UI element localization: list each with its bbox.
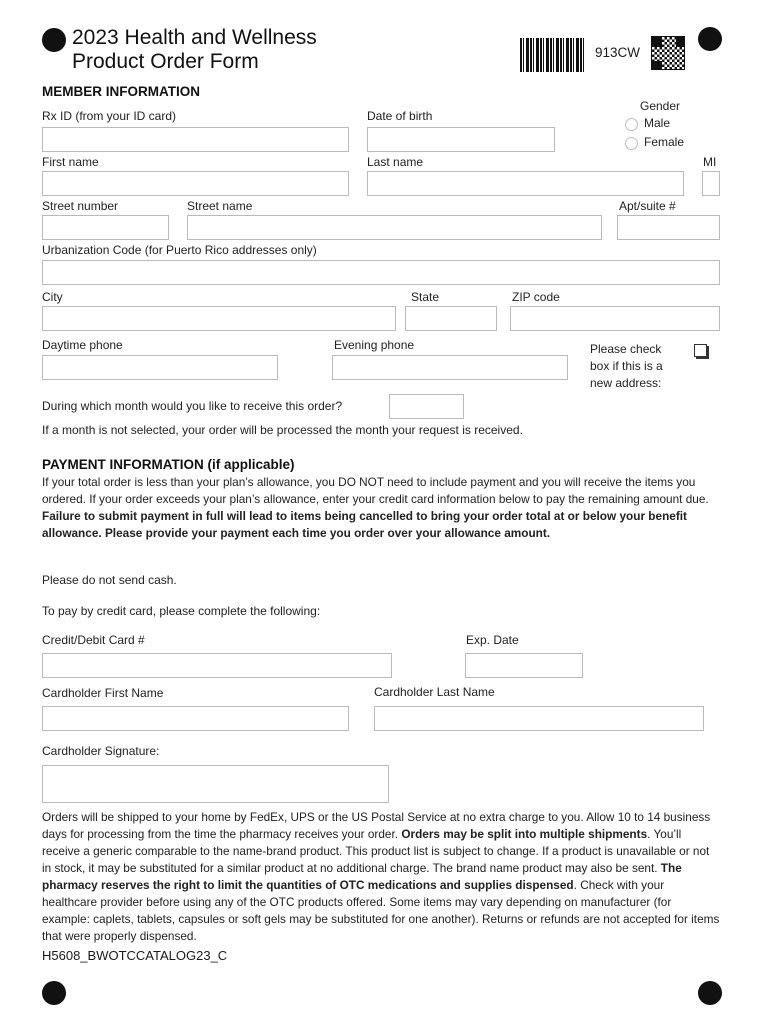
gender-male-label: Male	[644, 116, 671, 130]
holder-first-label: Cardholder First Name	[42, 686, 164, 700]
gender-female-label: Female	[644, 135, 685, 149]
dob-label: Date of birth	[367, 109, 433, 123]
new-address-line2: box if this is a	[590, 359, 663, 373]
credit-intro-text: To pay by credit card, please complete the following:	[42, 604, 321, 618]
no-cash-text: Please do not send cash.	[42, 573, 177, 587]
shipping-text-2: . You’ll receive a generic comparable to the name-brand product. This product list is subject to change. If a product is unavailable or not in stock, it may be substituted for a similar product at no additional charge. The brand name product may also be sent.	[42, 827, 710, 875]
day-phone-field[interactable]	[42, 355, 278, 380]
registration-mark-bottom-right	[698, 981, 722, 1005]
form-title	[72, 26, 317, 74]
new-address-checkbox[interactable]	[694, 344, 707, 357]
zip-label: ZIP code	[512, 290, 560, 304]
payment-section-title: PAYMENT INFORMATION (if applicable)	[42, 457, 295, 472]
holder-first-field[interactable]	[42, 706, 349, 731]
street-name-label: Street name	[187, 199, 253, 213]
shipping-text-3: . Check with your healthcare provider before using any of the OTC products offered. Some items may vary depending on manufacturer (for example: caplets, tablets, capsules or soft gels may be substituted for one another). Returns or refunds are not accepted for items that were properly dispensed.	[42, 878, 720, 943]
registration-mark-bottom-left	[42, 981, 66, 1005]
registration-mark-top-right	[698, 27, 722, 51]
month-question: During which month would you like to receive this order?	[42, 399, 343, 413]
month-note: If a month is not selected, your order will be processed the month your request is received.	[42, 423, 523, 437]
gender-label: Gender	[640, 99, 681, 113]
shipping-paragraph	[42, 809, 720, 945]
zip-field[interactable]	[510, 306, 720, 331]
form-code: 913CW	[595, 45, 641, 60]
new-address-line3: new address:	[590, 376, 662, 390]
member-section-title: MEMBER INFORMATION	[42, 84, 200, 99]
footer-code: H5608_BWOTCCATALOG23_C	[42, 948, 228, 963]
first-name-label: First name	[42, 155, 99, 169]
payment-warning-text: Failure to submit payment in full will lead to items being cancelled to bring your order total at or below your benefit allowance. Please provide your payment each time you order over your allowance amount.	[42, 509, 687, 540]
urbanization-label: Urbanization Code (for Puerto Rico addresses only)	[42, 243, 317, 257]
street-name-field[interactable]	[187, 215, 602, 240]
day-phone-label: Daytime phone	[42, 338, 123, 352]
state-label: State	[411, 290, 440, 304]
street-number-label: Street number	[42, 199, 119, 213]
exp-date-label: Exp. Date	[466, 633, 519, 647]
eve-phone-field[interactable]	[332, 355, 568, 380]
city-label: City	[42, 290, 63, 304]
signature-label: Cardholder Signature:	[42, 744, 160, 758]
shipping-text-1: Orders will be shipped to your home by FedEx, UPS or the US Postal Service at no extra charge to you. Allow 10 to 14 business days for processing from the time the pharmacy receives your order.	[42, 810, 711, 841]
city-field[interactable]	[42, 306, 396, 331]
exp-date-field[interactable]	[465, 653, 583, 678]
last-name-label: Last name	[367, 155, 424, 169]
gender-male-radio[interactable]	[625, 118, 638, 131]
form-title-line2: Product Order Form	[72, 50, 259, 73]
payment-paragraph	[42, 474, 720, 542]
mi-label: MI	[703, 155, 717, 169]
registration-mark-top-left	[42, 28, 66, 52]
barcode	[520, 38, 584, 72]
shipping-bold-1: Orders may be split into multiple shipments	[401, 827, 648, 841]
signature-field[interactable]	[42, 765, 389, 803]
shipping-bold-2: The pharmacy reserves the right to limit the quantities of OTC medications and supplies dispensed	[42, 861, 682, 892]
state-field[interactable]	[405, 306, 497, 331]
card-number-field[interactable]	[42, 653, 392, 678]
apt-field[interactable]	[617, 215, 720, 240]
rx-id-label: Rx ID (from your ID card)	[42, 109, 177, 123]
mi-field[interactable]	[702, 171, 720, 196]
urbanization-field[interactable]	[42, 260, 720, 285]
new-address-text	[590, 341, 663, 392]
payment-paragraph-text: If your total order is less than your plan’s allowance, you DO NOT need to include payment and you will receive the items you ordered. If your order exceeds your plan’s allowance, enter your credit card information below to pay the remaining amount due.	[42, 475, 709, 506]
first-name-field[interactable]	[42, 171, 349, 196]
month-field[interactable]	[389, 394, 464, 419]
holder-last-label: Cardholder Last Name	[374, 685, 495, 699]
dob-field[interactable]	[367, 127, 555, 152]
new-address-line1: Please check	[590, 342, 662, 356]
rx-id-field[interactable]	[42, 127, 349, 152]
gender-female-radio[interactable]	[625, 137, 638, 150]
holder-last-field[interactable]	[374, 706, 704, 731]
card-number-label: Credit/Debit Card #	[42, 633, 145, 647]
qr-code	[651, 36, 685, 70]
last-name-field[interactable]	[367, 171, 684, 196]
apt-label: Apt/suite #	[619, 199, 676, 213]
street-number-field[interactable]	[42, 215, 169, 240]
form-title-line1: 2023 Health and Wellness	[72, 26, 317, 49]
eve-phone-label: Evening phone	[334, 338, 415, 352]
